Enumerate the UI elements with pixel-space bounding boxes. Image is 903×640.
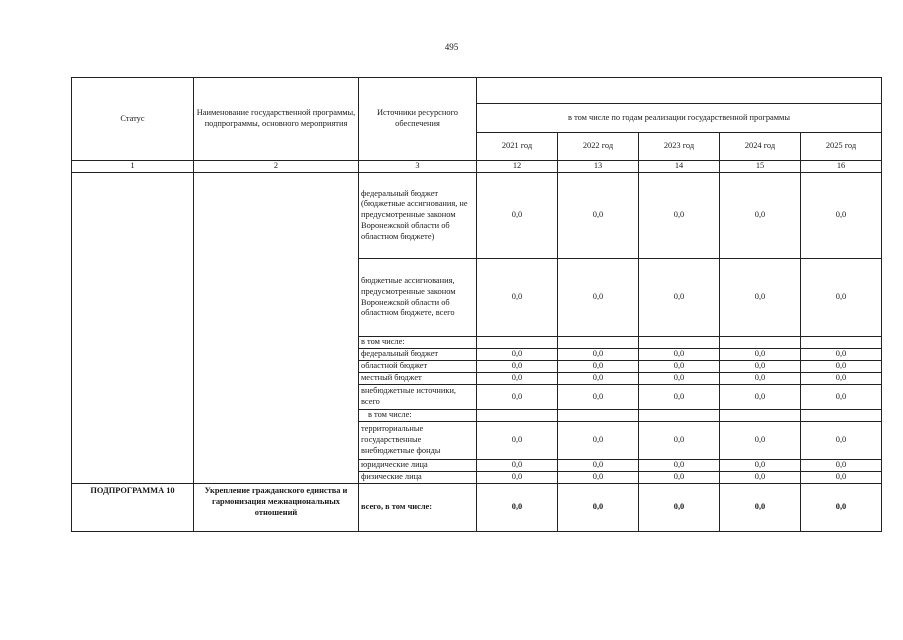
value-cell: 0,0 [720,472,801,484]
value-cell: 0,0 [720,173,801,259]
value-cell [801,410,882,422]
value-cell: 0,0 [720,422,801,460]
value-cell: 0,0 [639,173,720,259]
header-sources: Источники ресурсного обеспечения [359,78,477,161]
value-cell: 0,0 [639,259,720,337]
value-cell: 0,0 [639,484,720,532]
value-cell: 0,0 [720,460,801,472]
page-number: 495 [444,42,459,52]
value-cell: 0,0 [639,422,720,460]
value-cell: 0,0 [720,373,801,385]
value-cell: 0,0 [477,472,558,484]
value-cell: 0,0 [639,361,720,373]
value-cell: 0,0 [639,472,720,484]
value-cell: 0,0 [801,422,882,460]
value-cell: 0,0 [477,349,558,361]
value-cell: 0,0 [558,422,639,460]
value-cell: 0,0 [639,349,720,361]
value-cell: 0,0 [801,173,882,259]
value-cell: 0,0 [558,472,639,484]
column-number-row [72,161,882,173]
value-cell: 0,0 [477,361,558,373]
source-cell: территориальные государственные внебюджетные фонды [359,422,477,460]
header-empty-cell [477,78,882,104]
header-status: Статус [72,78,194,161]
value-cell [558,337,639,349]
source-cell: юридические лица [359,460,477,472]
value-cell: 0,0 [558,385,639,410]
column-number: 15 [720,161,801,173]
column-number: 2 [194,161,359,173]
source-cell: в том числе: [359,410,477,422]
value-cell: 0,0 [801,460,882,472]
source-cell: областной бюджет [359,361,477,373]
header-year: 2022 год [558,133,639,161]
column-number: 3 [359,161,477,173]
value-cell: 0,0 [639,385,720,410]
value-cell: 0,0 [477,460,558,472]
value-cell: 0,0 [477,259,558,337]
value-cell: 0,0 [639,460,720,472]
header-row-top [72,78,882,104]
column-number: 16 [801,161,882,173]
value-cell: 0,0 [720,385,801,410]
value-cell: 0,0 [801,385,882,410]
value-cell: 0,0 [477,173,558,259]
value-cell: 0,0 [558,361,639,373]
status-cell-empty [72,173,194,484]
value-cell: 0,0 [639,373,720,385]
value-cell: 0,0 [477,484,558,532]
value-cell [801,337,882,349]
value-cell: 0,0 [801,472,882,484]
value-cell: 0,0 [477,385,558,410]
source-cell: внебюджетные источники, всего [359,385,477,410]
value-cell: 0,0 [801,349,882,361]
source-cell: в том числе: [359,337,477,349]
value-cell: 0,0 [801,361,882,373]
header-years-caption: в том числе по годам реализации государственной программы [477,104,882,133]
value-cell: 0,0 [801,373,882,385]
value-cell: 0,0 [558,349,639,361]
value-cell: 0,0 [477,373,558,385]
column-number: 13 [558,161,639,173]
value-cell: 0,0 [801,484,882,532]
value-cell [639,337,720,349]
column-number: 1 [72,161,194,173]
value-cell: 0,0 [558,259,639,337]
header-year: 2023 год [639,133,720,161]
budget-table [71,77,882,532]
value-cell: 0,0 [801,259,882,337]
value-cell [558,410,639,422]
header-year: 2025 год [801,133,882,161]
header-year: 2024 год [720,133,801,161]
value-cell [639,410,720,422]
source-cell: федеральный бюджет (бюджетные ассигнования, не предусмотренные законом Воронежской области об областном бюджете) [359,173,477,259]
column-number: 14 [639,161,720,173]
source-cell: физические лица [359,472,477,484]
value-cell [477,337,558,349]
value-cell: 0,0 [558,373,639,385]
subprogram-source: всего, в том числе: [359,484,477,532]
header-name: Наименование государственной программы, подпрограммы, основного мероприятия [194,78,359,161]
value-cell: 0,0 [558,460,639,472]
value-cell: 0,0 [720,259,801,337]
value-cell: 0,0 [558,484,639,532]
value-cell: 0,0 [477,422,558,460]
source-cell: федеральный бюджет [359,349,477,361]
value-cell [720,337,801,349]
value-cell: 0,0 [558,173,639,259]
name-cell-empty [194,173,359,484]
value-cell: 0,0 [720,361,801,373]
value-cell [720,410,801,422]
value-cell: 0,0 [720,484,801,532]
header-year: 2021 год [477,133,558,161]
value-cell: 0,0 [720,349,801,361]
table-row [72,173,882,259]
value-cell [477,410,558,422]
source-cell: местный бюджет [359,373,477,385]
subprogram-row [72,484,882,532]
column-number: 12 [477,161,558,173]
source-cell: бюджетные ассигнования, предусмотренные законом Воронежской области об областном бюджете, всего [359,259,477,337]
subprogram-status: ПОДПРОГРАММА 10 [72,484,194,532]
subprogram-name: Укрепление гражданского единства и гармонизация межнациональных отношений [194,484,359,532]
